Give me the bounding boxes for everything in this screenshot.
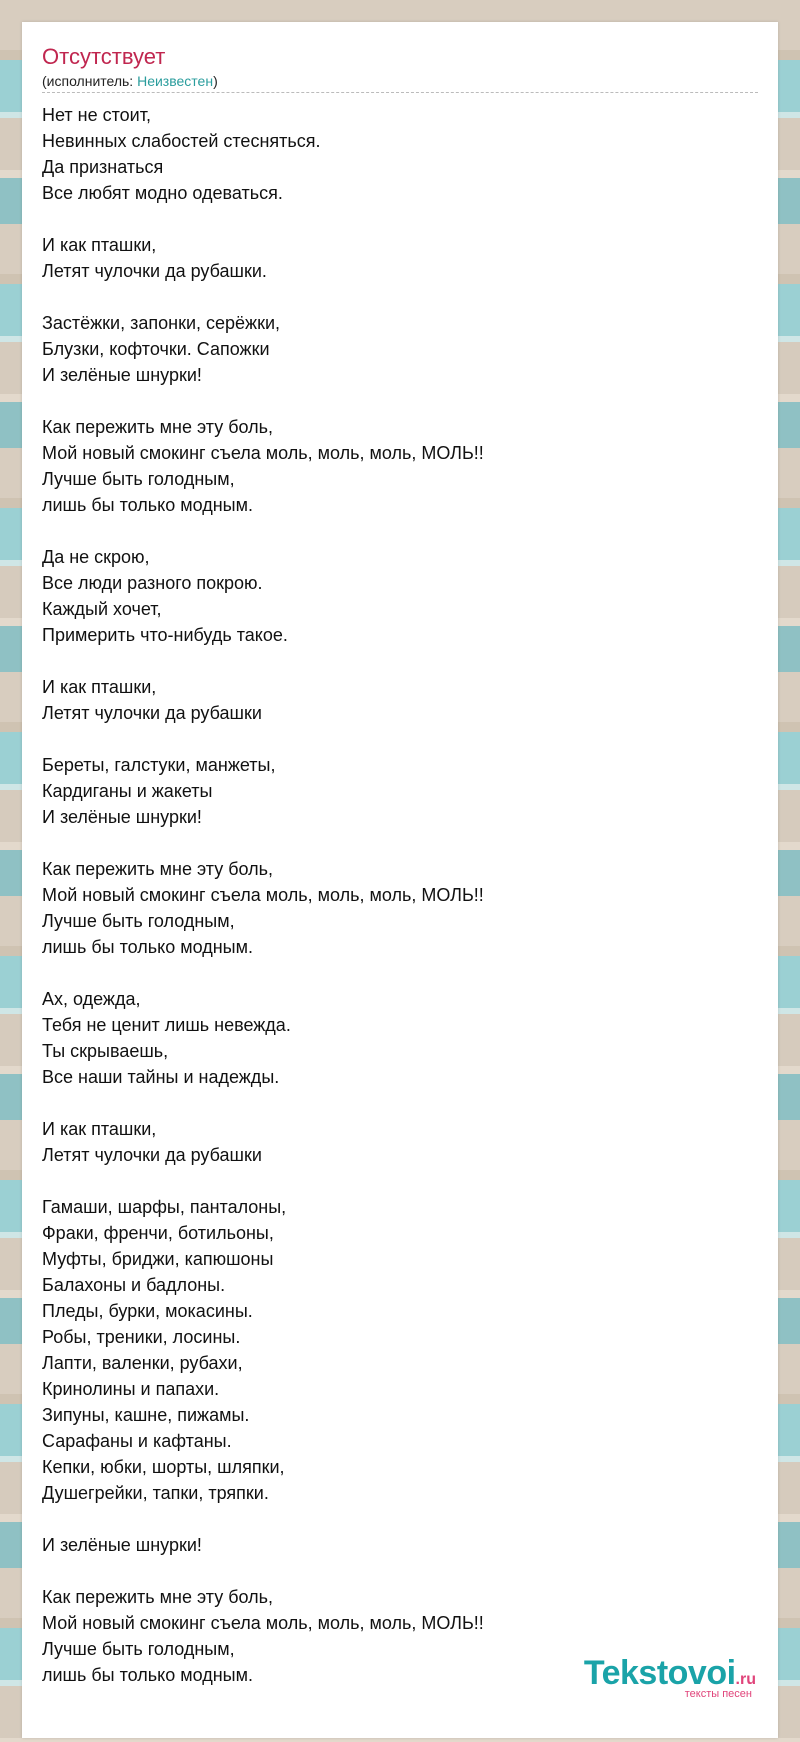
- lyric-line: Лучше быть голодным,: [42, 469, 235, 489]
- artist-link[interactable]: Неизвестен: [137, 73, 214, 89]
- song-title: Отсутствует: [42, 44, 166, 69]
- lyric-line: лишь бы только модным.: [42, 495, 253, 515]
- lyric-line: Мой новый смокинг съела моль, моль, моль, МОЛЬ!!: [42, 1613, 484, 1633]
- lyric-line: Все наши тайны и надежды.: [42, 1067, 280, 1087]
- lyric-line: Пледы, бурки, мокасины.: [42, 1301, 253, 1321]
- lyric-line: Как пережить мне эту боль,: [42, 1587, 274, 1607]
- lyric-line: Кринолины и папахи.: [42, 1379, 220, 1399]
- lyric-line: Как пережить мне эту боль,: [42, 417, 274, 437]
- lyric-line: лишь бы только модным.: [42, 1665, 253, 1685]
- lyric-line: Застёжки, запонки, серёжки,: [42, 313, 281, 333]
- lyric-line: Мой новый смокинг съела моль, моль, моль, МОЛЬ!!: [42, 885, 484, 905]
- lyric-blank-line: [42, 518, 742, 544]
- lyrics-card: [22, 22, 778, 1738]
- lyric-blank-line: [42, 388, 742, 414]
- lyric-line: Да признаться: [42, 157, 164, 177]
- lyric-line: Лучше быть голодным,: [42, 911, 235, 931]
- lyric-line: Фраки, френчи, ботильоны,: [42, 1223, 274, 1243]
- lyric-line: Тебя не ценит лишь невежда.: [42, 1015, 291, 1035]
- lyric-blank-line: [42, 206, 742, 232]
- artist-suffix: ): [213, 73, 218, 89]
- lyric-line: Муфты, бриджи, капюшоны: [42, 1249, 274, 1269]
- lyric-line: Ты скрываешь,: [42, 1041, 169, 1061]
- lyric-line: И как пташки,: [42, 235, 157, 255]
- lyric-line: Блузки, кофточки. Сапожки: [42, 339, 270, 359]
- lyric-line: Летят чулочки да рубашки: [42, 703, 262, 723]
- lyric-line: И зелёные шнурки!: [42, 1535, 202, 1555]
- lyric-line: Все люди разного покрою.: [42, 573, 263, 593]
- logo-tagline: тексты песен: [684, 1688, 752, 1700]
- lyric-blank-line: [42, 648, 742, 674]
- lyric-blank-line: [42, 1506, 742, 1532]
- lyric-blank-line: [42, 830, 742, 856]
- song-header: [42, 44, 758, 90]
- lyric-line: Каждый хочет,: [42, 599, 162, 619]
- site-logo[interactable]: [584, 1656, 756, 1700]
- lyric-blank-line: [42, 726, 742, 752]
- lyric-blank-line: [42, 284, 742, 310]
- lyric-line: Лучше быть голодным,: [42, 1639, 235, 1659]
- lyric-line: Да не скрою,: [42, 547, 150, 567]
- lyric-line: Душегрейки, тапки, тряпки.: [42, 1483, 269, 1503]
- lyric-line: Нет не стоит,: [42, 105, 151, 125]
- lyric-line: Лапти, валенки, рубахи,: [42, 1353, 243, 1373]
- lyric-line: И зелёные шнурки!: [42, 365, 202, 385]
- lyric-blank-line: [42, 960, 742, 986]
- lyric-blank-line: [42, 1090, 742, 1116]
- lyric-line: Сарафаны и кафтаны.: [42, 1431, 232, 1451]
- lyric-line: Кепки, юбки, шорты, шляпки,: [42, 1457, 285, 1477]
- lyric-line: Кардиганы и жакеты: [42, 781, 213, 801]
- lyrics-text: [42, 102, 742, 1688]
- lyric-blank-line: [42, 1558, 742, 1584]
- lyric-line: Все любят модно одеваться.: [42, 183, 283, 203]
- logo-domain: .ru: [735, 1671, 756, 1688]
- lyric-line: лишь бы только модным.: [42, 937, 253, 957]
- lyric-line: Невинных слабостей стесняться.: [42, 131, 321, 151]
- lyric-line: И как пташки,: [42, 677, 157, 697]
- header-divider: [42, 92, 758, 93]
- lyric-line: Робы, треники, лосины.: [42, 1327, 241, 1347]
- lyric-line: И зелёные шнурки!: [42, 807, 202, 827]
- lyric-line: Ах, одежда,: [42, 989, 141, 1009]
- logo-name: Tekstovoi: [583, 1654, 736, 1692]
- artist-line: [42, 72, 758, 90]
- lyric-line: Летят чулочки да рубашки: [42, 1145, 262, 1165]
- lyric-line: И как пташки,: [42, 1119, 157, 1139]
- lyric-line: Зипуны, кашне, пижамы.: [42, 1405, 250, 1425]
- lyric-line: Береты, галстуки, манжеты,: [42, 755, 276, 775]
- lyric-blank-line: [42, 1168, 742, 1194]
- lyric-line: Балахоны и бадлоны.: [42, 1275, 226, 1295]
- lyric-line: Примерить что-нибудь такое.: [42, 625, 288, 645]
- artist-prefix: (исполнитель:: [42, 73, 138, 89]
- lyric-line: Летят чулочки да рубашки.: [42, 261, 267, 281]
- lyric-line: Гамаши, шарфы, панталоны,: [42, 1197, 287, 1217]
- lyric-line: Как пережить мне эту боль,: [42, 859, 274, 879]
- lyric-line: Мой новый смокинг съела моль, моль, моль, МОЛЬ!!: [42, 443, 484, 463]
